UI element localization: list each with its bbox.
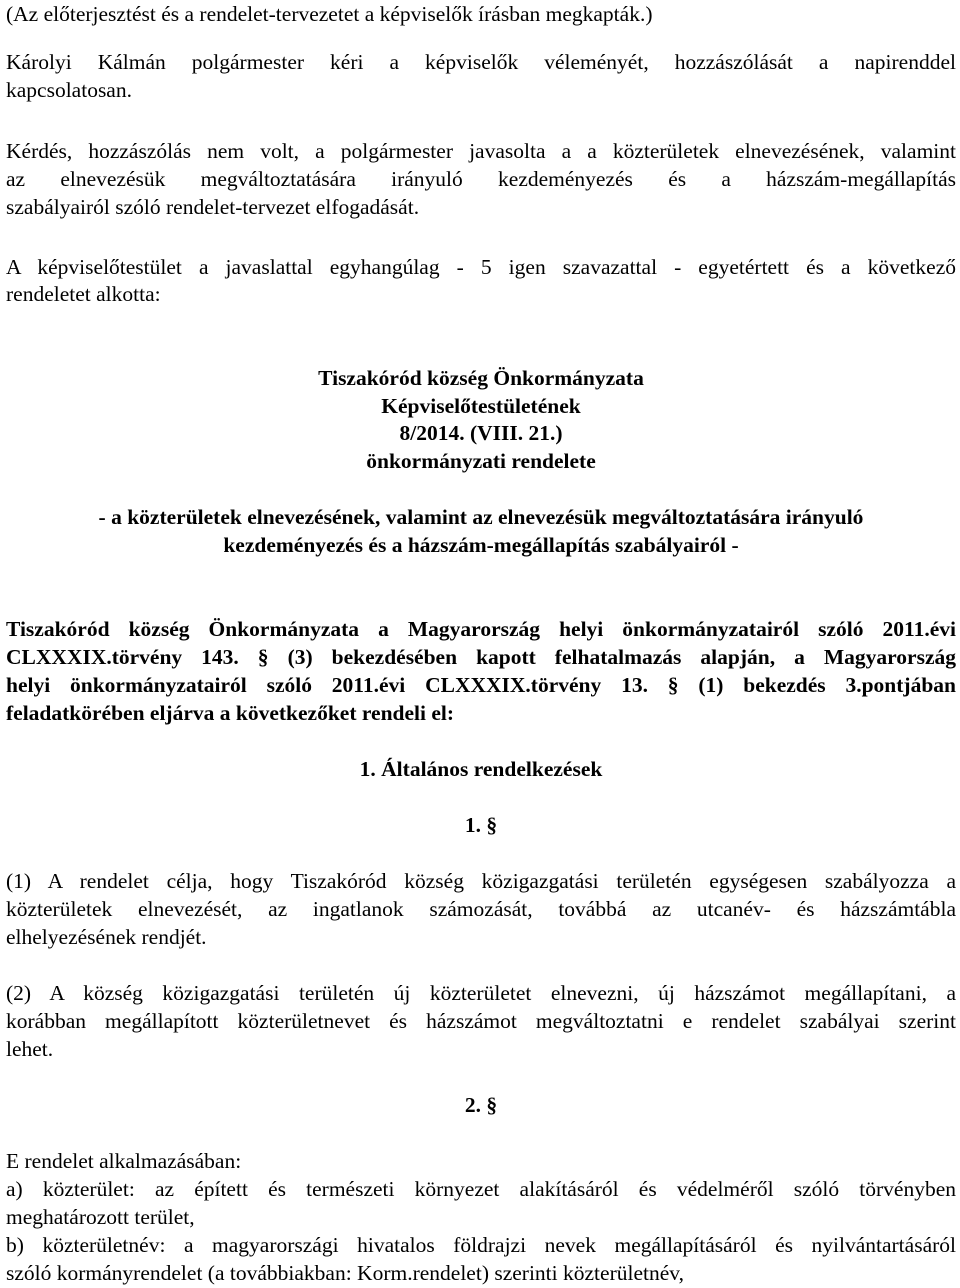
preamble-line2: CLXXXIX.törvény 143. § (3) bekezdésében kapott felhatalmazás alapján, a Magyarország bbox=[6, 645, 956, 669]
title-authority: Tiszakóród község Önkormányzata bbox=[318, 366, 644, 390]
subtitle-line2: kezdeményezés és a házszám-megállapítás szabályairól - bbox=[223, 533, 739, 557]
section1-p1-line2: közterületek elnevezését, az ingatlanok számozását, továbbá az utcanév- és házszámtábla bbox=[6, 897, 956, 921]
title-type: önkormányzati rendelete bbox=[366, 449, 596, 473]
intro-para3-line2: az elnevezésük megváltoztatására irányuló kezdeményezés és a házszám-megállapítás bbox=[6, 167, 956, 191]
section2-b-line2: szóló kormányrendelet (a továbbiakban: Korm.rendelet) szerinti közterületnév, bbox=[6, 1261, 684, 1285]
section2-intro: E rendelet alkalmazásában: bbox=[6, 1149, 242, 1173]
section1-p2-line3: lehet. bbox=[6, 1037, 54, 1061]
section2-a-line1: a) közterület: az épített és természeti környezet alakításáról és védelméről szóló törvényben bbox=[6, 1177, 956, 1201]
intro-para3-line3: szabályairól szóló rendelet-tervezet elfogadását. bbox=[6, 195, 420, 219]
preamble-line4: feladatkörében eljárva a következőket rendeli el: bbox=[6, 701, 455, 725]
intro-para2-line2: kapcsolatosan. bbox=[6, 78, 132, 102]
intro-note: (Az előterjesztést és a rendelet-tervezetet a képviselők írásban megkapták.) bbox=[6, 2, 653, 26]
section1-p2-line2: korábban megállapított közterületnevet és házszámot megváltoztatni e rendelet szabályai szerint bbox=[6, 1009, 956, 1033]
section1-heading: 1. § bbox=[464, 813, 498, 837]
title-body: Képviselőtestületének bbox=[381, 394, 581, 418]
intro-para2-line1: Károlyi Kálmán polgármester kéri a képviselők véleményét, hozzászólását a napirenddel bbox=[6, 50, 956, 74]
intro-para4-line1: A képviselőtestület a javaslattal egyhangúlag - 5 igen szavazattal - egyetértett és a következő bbox=[6, 255, 956, 279]
preamble-line1: Tiszakóród község Önkormányzata a Magyarország helyi önkormányzatairól szóló 2011.évi bbox=[6, 617, 956, 641]
chapter1-heading: 1. Általános rendelkezések bbox=[359, 757, 603, 781]
intro-para4-line2: rendeletet alkotta: bbox=[6, 282, 161, 306]
section2-heading: 2. § bbox=[464, 1093, 498, 1117]
section2-b-line1: b) közterületnév: a magyarországi hivatalos földrajzi nevek megállapításáról és nyilvántartásáról bbox=[6, 1233, 956, 1257]
section1-p1-line3: elhelyezésének rendjét. bbox=[6, 925, 207, 949]
title-number: 8/2014. (VIII. 21.) bbox=[399, 421, 563, 445]
section2-a-line2: meghatározott terület, bbox=[6, 1205, 195, 1229]
section1-p1-line1: (1) A rendelet célja, hogy Tiszakóród község közigazgatási területén egységesen szabályozza a bbox=[6, 869, 956, 893]
section1-p2-line1: (2) A község közigazgatási területén új közterületet elnevezni, új házszámot megállapítani, a bbox=[6, 981, 956, 1005]
intro-para3-line1: Kérdés, hozzászólás nem volt, a polgármester javasolta a a közterületek elnevezésének, valamint bbox=[6, 139, 956, 163]
preamble-line3: helyi önkormányzatairól szóló 2011.évi CLXXXIX.törvény 13. § (1) bekezdés 3.pontjában bbox=[6, 673, 956, 697]
subtitle-line1: - a közterületek elnevezésének, valamint az elnevezésük megváltoztatására irányuló bbox=[98, 505, 864, 529]
